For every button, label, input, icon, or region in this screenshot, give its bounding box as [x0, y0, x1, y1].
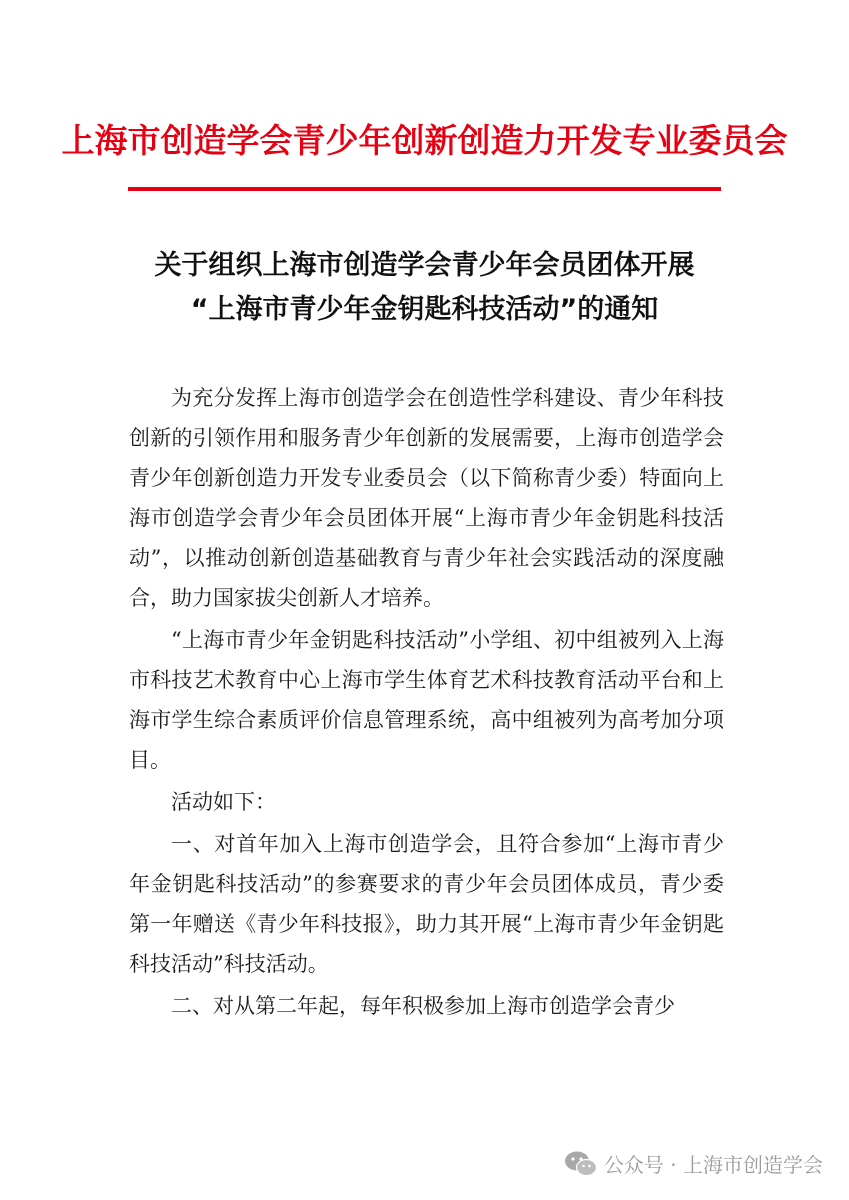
body-paragraph: “上海市青少年金钥匙科技活动”小学组、初中组被列入上海市科技艺术教育中心上海市学生体育艺术科技教育活动平台和上海市学生综合素质评价信息管理系统，高中组被列为高考加分项目。	[129, 628, 724, 772]
document-title	[0, 244, 849, 332]
wechat-icon	[564, 1150, 598, 1178]
title-line-1: 关于组织上海市创造学会青少年会员团体开展	[154, 250, 695, 281]
wechat-watermark	[564, 1149, 823, 1178]
title-line-2: “上海市青少年金钥匙科技活动”的通知	[190, 294, 659, 325]
red-divider-line	[128, 187, 721, 191]
organization-header: 上海市创造学会青少年创新创造力开发专业委员会	[61, 121, 788, 160]
body-paragraph: 活动如下：	[171, 790, 276, 814]
body-paragraph: 一、对首年加入上海市创造学会，且符合参加“上海市青少年金钥匙科技活动”的参赛要求的青少年会员团体成员，青少委第一年赠送《青少年科技报》，助力其开展“上海市青少年金钥匙科技活动”科技活动。	[129, 832, 724, 976]
watermark-text: 公众号 · 上海市创造学会	[603, 1153, 823, 1177]
body-paragraph: 二、对从第二年起，每年积极参加上海市创造学会青少	[171, 994, 675, 1018]
body-paragraph: 为充分发挥上海市创造学会在创造性学科建设、青少年科技创新的引领作用和服务青少年创新的发展需要，上海市创造学会青少年创新创造力开发专业委员会（以下简称青少委）特面向上海市创造学会青少年会员团体开展“上海市青少年金钥匙科技活动”，以推动创新创造基础教育与青少年社会实践活动的深度融合，助力国家拔尖创新人才培养。	[129, 386, 724, 610]
document-body	[129, 378, 724, 1028]
